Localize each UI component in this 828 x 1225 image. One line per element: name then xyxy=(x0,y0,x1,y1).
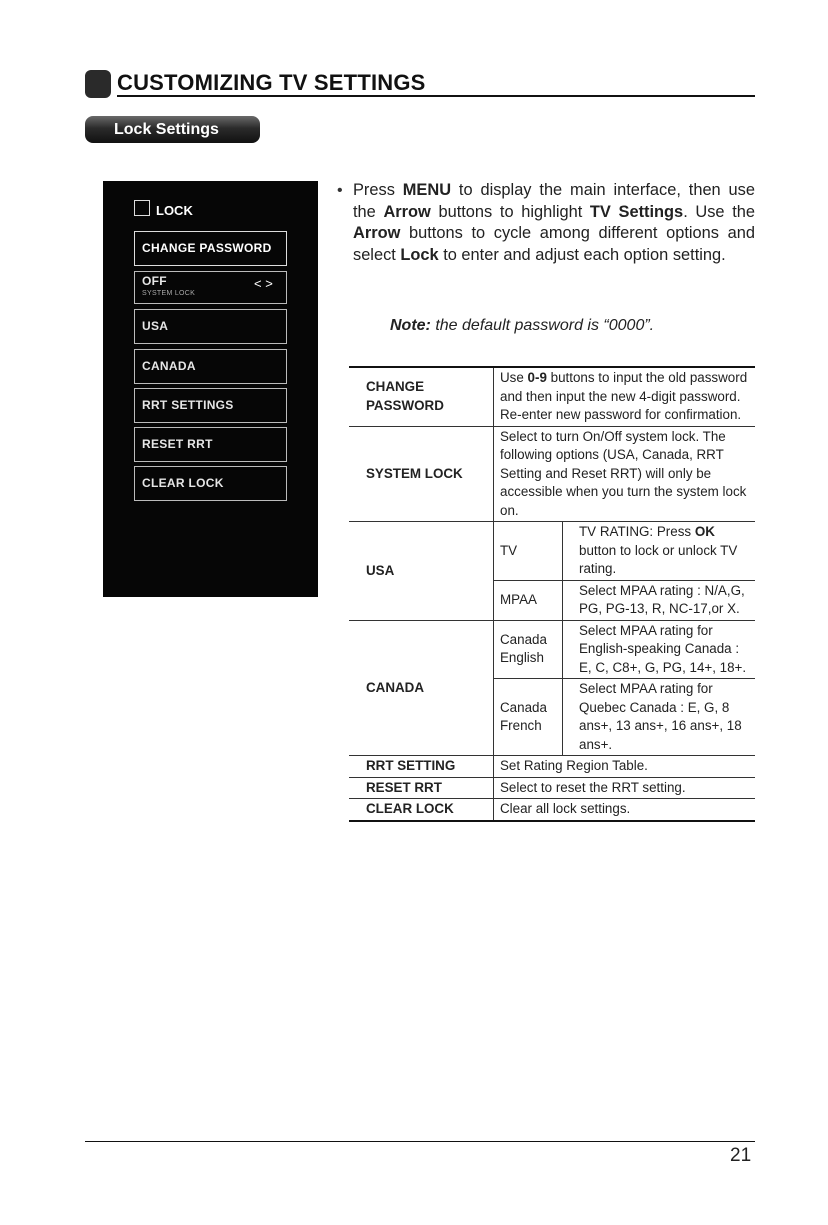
sub-option-line: English xyxy=(500,650,544,666)
text-run: buttons to highlight xyxy=(430,202,590,221)
text-run: to enter and adjust each option setting. xyxy=(438,245,726,264)
left-right-arrows-icon: < > xyxy=(254,276,273,291)
setting-name: RESET RRT xyxy=(349,777,494,799)
section-heading: Lock Settings xyxy=(85,116,260,143)
setting-description: Select to reset the RRT setting. xyxy=(494,777,756,799)
setting-description: Clear all lock settings. xyxy=(494,799,756,821)
tv-menu-usa: USA xyxy=(134,309,287,344)
sub-option-line: Canada xyxy=(500,631,547,647)
menu-tv-settings: TV Settings xyxy=(589,202,684,221)
text-run: Use xyxy=(500,370,528,385)
text-run: . Use the xyxy=(683,202,755,221)
sub-option-description: Select MPAA rating for English-speaking Canada : E, C, C8+, G, PG, 14+, 18+. xyxy=(563,620,756,679)
key-digits: 0-9 xyxy=(527,370,547,385)
table-row xyxy=(349,620,755,679)
tv-menu-change-password: CHANGE PASSWORD xyxy=(134,231,287,266)
sub-option-line: French xyxy=(500,718,542,733)
sub-option-description: Select MPAA rating : N/A,G, PG, PG-13, R, NC-17,or X. xyxy=(563,580,756,620)
section-marker-icon xyxy=(85,70,111,98)
sub-option-name xyxy=(494,620,563,679)
table-row xyxy=(349,799,755,821)
table-row xyxy=(349,367,755,426)
text-run: Press xyxy=(353,181,403,199)
setting-name xyxy=(349,367,494,426)
sub-option-line: Canada xyxy=(500,699,547,715)
lock-checkbox-icon xyxy=(134,200,150,216)
page-number: 21 xyxy=(730,1145,752,1166)
setting-name: RRT SETTING xyxy=(349,756,494,778)
lock-settings-table xyxy=(349,366,755,822)
system-lock-caption: SYSTEM LOCK xyxy=(142,290,196,297)
title-underline xyxy=(117,95,755,97)
setting-name: SYSTEM LOCK xyxy=(349,426,494,522)
tv-lock-label: LOCK xyxy=(156,203,193,218)
text-run: TV RATING: Press xyxy=(579,524,695,539)
setting-name: USA xyxy=(349,522,494,621)
table-row xyxy=(349,756,755,778)
setting-name-line: CHANGE xyxy=(366,379,425,395)
setting-name-line: PASSWORD xyxy=(366,397,444,413)
system-lock-value: OFF xyxy=(142,274,167,288)
sub-option-name: TV xyxy=(494,522,563,581)
table-row xyxy=(349,426,755,522)
key-arrow: Arrow xyxy=(353,224,401,242)
setting-name: CLEAR LOCK xyxy=(349,799,494,821)
setting-name: CANADA xyxy=(349,620,494,756)
tv-menu-clear-lock: CLEAR LOCK xyxy=(134,466,287,501)
sub-option-name xyxy=(494,679,563,756)
sub-option-description xyxy=(563,522,756,581)
page-title: CUSTOMIZING TV SETTINGS xyxy=(117,70,426,95)
text-run: to display the main interface, then use the xyxy=(353,181,755,221)
menu-lock: Lock xyxy=(400,245,439,264)
setting-description: Select to turn On/Off system lock. The following options (USA, Canada, RRT Setting and Reset RRT) will only be accessible when you turn the system lock on. xyxy=(494,426,756,522)
table-row xyxy=(349,777,755,799)
tv-menu-canada: CANADA xyxy=(134,349,287,384)
default-password-note xyxy=(390,317,654,335)
bullet-icon: • xyxy=(337,182,343,199)
sub-option-description: Select MPAA rating for Quebec Canada : E, G, 8 ans+, 13 ans+, 16 ans+, 18 ans+. xyxy=(563,679,756,756)
text-run: buttons to cycle among different options and select xyxy=(353,224,755,264)
table-row xyxy=(349,522,755,581)
note-text: the default password is “0000”. xyxy=(430,317,655,334)
note-label: Note: xyxy=(390,317,431,334)
sub-option-name: MPAA xyxy=(494,580,563,620)
setting-description xyxy=(494,367,756,426)
key-menu: MENU xyxy=(402,181,452,199)
tv-menu-rrt-settings: RRT SETTINGS xyxy=(134,388,287,423)
key-arrow: Arrow xyxy=(383,202,431,221)
instructions-paragraph xyxy=(353,180,755,266)
text-run: buttons to input the old password and then input the new 4-digit password. Re-enter new password for confirmation. xyxy=(500,370,748,422)
key-ok: OK xyxy=(694,524,715,539)
footer-rule xyxy=(85,1141,755,1142)
text-run: button to lock or unlock TV rating. xyxy=(579,542,738,576)
setting-description: Set Rating Region Table. xyxy=(494,756,756,778)
tv-menu-reset-rrt: RESET RRT xyxy=(134,427,287,462)
